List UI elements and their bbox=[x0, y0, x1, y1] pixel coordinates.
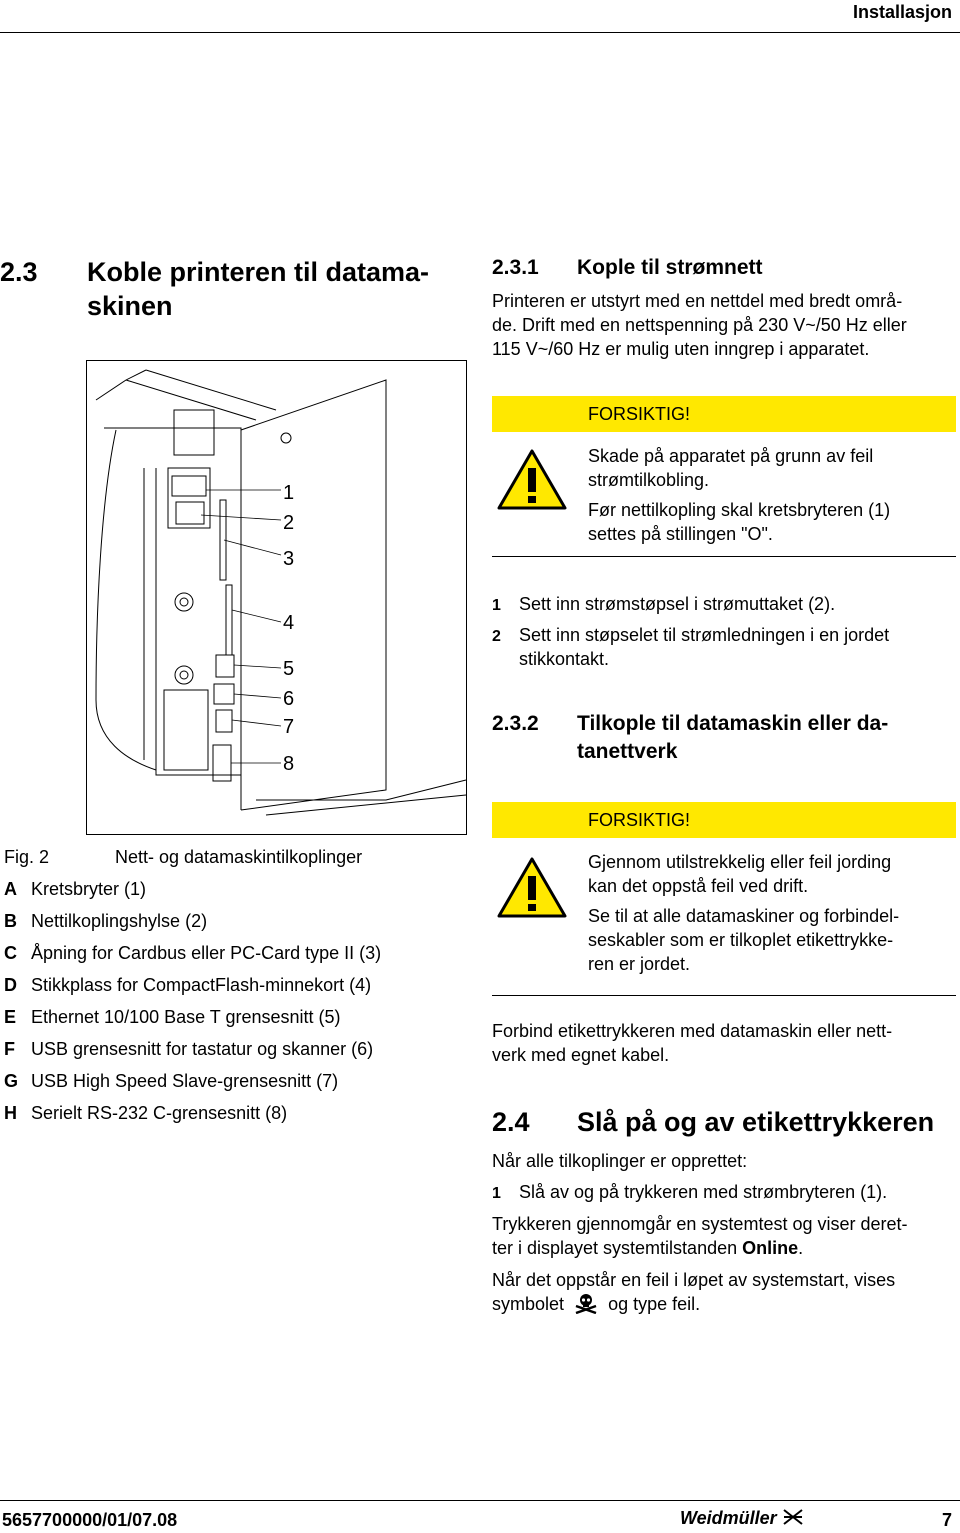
warning-1-header bbox=[492, 396, 956, 432]
heading-2-3-line1: Koble printeren til datama- bbox=[87, 257, 430, 287]
document-number: 5657700000/01/07.08 bbox=[2, 1510, 178, 1530]
paragraph-text: og type feil. bbox=[608, 1294, 701, 1314]
legend-text: USB grensesnitt for tastatur og skanner (6) bbox=[31, 1039, 374, 1059]
legend-text: Serielt RS-232 C-grensesnitt (8) bbox=[31, 1103, 288, 1123]
callout-1: 1 bbox=[283, 482, 295, 504]
paragraph-line: 115 V~/60 Hz er mulig uten inngrep i apparatet. bbox=[492, 339, 870, 359]
legend-letter: D bbox=[4, 975, 17, 995]
paragraph-line: verk med egnet kabel. bbox=[492, 1045, 670, 1065]
legend-text: Stikkplass for CompactFlash-minnekort (4) bbox=[31, 975, 372, 995]
paragraph-line: Forbind etikettrykkeren med datamaskin eller nett- bbox=[492, 1021, 893, 1041]
header-rule bbox=[0, 32, 960, 33]
warning-line: ren er jordet. bbox=[588, 954, 691, 974]
legend-item bbox=[4, 1097, 464, 1129]
brand-name: Weidmüller bbox=[680, 1508, 777, 1528]
legend-item bbox=[4, 1001, 464, 1033]
step-item bbox=[492, 592, 952, 618]
step-number: 2 bbox=[492, 628, 501, 645]
figure-printer-interfaces bbox=[86, 360, 467, 835]
warning-line: kan det oppstå feil ved drift. bbox=[588, 876, 809, 896]
callout-3: 3 bbox=[283, 548, 295, 570]
legend-letter: E bbox=[4, 1007, 17, 1027]
legend-letter: B bbox=[4, 911, 17, 931]
heading-2-4-title: Slå på og av etikettrykkeren bbox=[577, 1107, 935, 1137]
brand-mark-icon bbox=[782, 1508, 804, 1526]
running-header-title: Installasjon bbox=[852, 2, 952, 22]
legend-item bbox=[4, 969, 464, 1001]
paragraph-power-supply bbox=[492, 289, 952, 361]
warning-line: Se til at alle datamaskiner og forbindel- bbox=[588, 906, 900, 926]
legend-text: Ethernet 10/100 Base T grensesnitt (5) bbox=[31, 1007, 341, 1027]
warning-1-body bbox=[588, 444, 948, 546]
legend-item bbox=[4, 905, 464, 937]
figure-caption-text: Nett- og datamaskintilkoplinger bbox=[115, 847, 363, 867]
step-text-continued: stikkontakt. bbox=[519, 649, 610, 669]
warning-line: strømtilkobling. bbox=[588, 470, 710, 490]
online-status-text: Online bbox=[742, 1238, 799, 1258]
warning-line: seskabler som er tilkoplet etikettrykke- bbox=[588, 930, 894, 950]
heading-line: tanettverk bbox=[577, 740, 678, 763]
warning-triangle-icon bbox=[496, 856, 568, 920]
step-number: 1 bbox=[492, 597, 501, 614]
heading-2-4-number: 2.4 bbox=[492, 1107, 530, 1137]
warning-2-body bbox=[588, 850, 948, 976]
figure-caption-number: Fig. 2 bbox=[4, 847, 50, 867]
legend-letter: G bbox=[4, 1071, 19, 1091]
warning-line: Skade på apparatet på grunn av feil bbox=[588, 446, 874, 466]
legend-letter: A bbox=[4, 879, 17, 899]
paragraph-system-test bbox=[492, 1212, 954, 1260]
heading-2-3-line2: skinen bbox=[87, 291, 173, 321]
legend-letter: F bbox=[4, 1039, 15, 1059]
callout-4: 4 bbox=[283, 612, 295, 634]
warning-2-header bbox=[492, 802, 956, 838]
warning-line: settes på stillingen "O". bbox=[588, 524, 773, 544]
warning-2-title: FORSIKTIG! bbox=[588, 810, 691, 830]
step-item bbox=[492, 1180, 952, 1206]
paragraph-line: Printeren er utstyrt med en nettdel med bredt områ- bbox=[492, 291, 903, 311]
legend-item bbox=[4, 1033, 464, 1065]
legend-item bbox=[4, 1065, 464, 1097]
heading-2-3-1-title: Kople til strømnett bbox=[577, 256, 763, 279]
callout-2: 2 bbox=[283, 512, 295, 534]
paragraph-line: Trykkeren gjennomgår en systemtest og viser deret- bbox=[492, 1214, 908, 1234]
footer-rule bbox=[0, 1500, 960, 1501]
paragraph-line: de. Drift med en nettspenning på 230 V~/50 Hz eller bbox=[492, 315, 907, 335]
paragraph-error bbox=[492, 1268, 954, 1316]
paragraph-text: . bbox=[798, 1238, 804, 1258]
step-text: Slå av og på trykkeren med strømbryteren (1). bbox=[519, 1182, 888, 1202]
heading-2-3-1-number: 2.3.1 bbox=[492, 256, 539, 279]
heading-2-3-2-number: 2.3.2 bbox=[492, 712, 539, 735]
paragraph-text: symbolet bbox=[492, 1294, 565, 1314]
paragraph-when-connected: Når alle tilkoplinger er opprettet: bbox=[492, 1151, 748, 1171]
callout-8: 8 bbox=[283, 753, 295, 775]
legend-text: Åpning for Cardbus eller PC-Card type II (3) bbox=[31, 943, 382, 963]
legend-letter: H bbox=[4, 1103, 17, 1123]
page-number: 7 bbox=[941, 1510, 952, 1530]
paragraph-line bbox=[492, 1236, 954, 1260]
heading-2-3-title bbox=[87, 255, 467, 323]
step-text: Sett inn støpselet til strømledningen i en jordet bbox=[519, 625, 890, 645]
warning-1-rule bbox=[492, 556, 956, 557]
printer-interface-drawing bbox=[86, 360, 467, 835]
warning-2-rule bbox=[492, 995, 956, 996]
paragraph-line bbox=[492, 1292, 954, 1316]
paragraph-text: ter i displayet systemtilstanden bbox=[492, 1238, 743, 1258]
paragraph-connect bbox=[492, 1019, 952, 1067]
legend-text: USB High Speed Slave-grensesnitt (7) bbox=[31, 1071, 339, 1091]
legend-text: Nettilkoplingshylse (2) bbox=[31, 911, 208, 931]
heading-line: Tilkople til datamaskin eller da- bbox=[577, 712, 889, 735]
paragraph-line: Når det oppstår en feil i løpet av systemstart, vises bbox=[492, 1270, 896, 1290]
step-text: Sett inn strømstøpsel i strømuttaket (2). bbox=[519, 594, 836, 614]
legend-text: Kretsbryter (1) bbox=[31, 879, 147, 899]
legend-item bbox=[4, 873, 464, 905]
legend-item bbox=[4, 937, 464, 969]
warning-1-title: FORSIKTIG! bbox=[588, 404, 691, 424]
callout-7: 7 bbox=[283, 716, 295, 738]
legend-letter: C bbox=[4, 943, 17, 963]
callout-5: 5 bbox=[283, 658, 295, 680]
skull-crossbones-icon bbox=[573, 1292, 599, 1314]
heading-2-3-number: 2.3 bbox=[0, 257, 38, 287]
warning-triangle-icon bbox=[496, 448, 568, 512]
warning-line: Gjennom utilstrekkelig eller feil jording bbox=[588, 852, 892, 872]
brand-logo bbox=[680, 1508, 804, 1529]
warning-line: Før nettilkopling skal kretsbryteren (1) bbox=[588, 500, 891, 520]
heading-2-3-2-title bbox=[577, 710, 957, 766]
step-number: 1 bbox=[492, 1185, 501, 1202]
step-item bbox=[492, 623, 952, 649]
callout-6: 6 bbox=[283, 688, 295, 710]
